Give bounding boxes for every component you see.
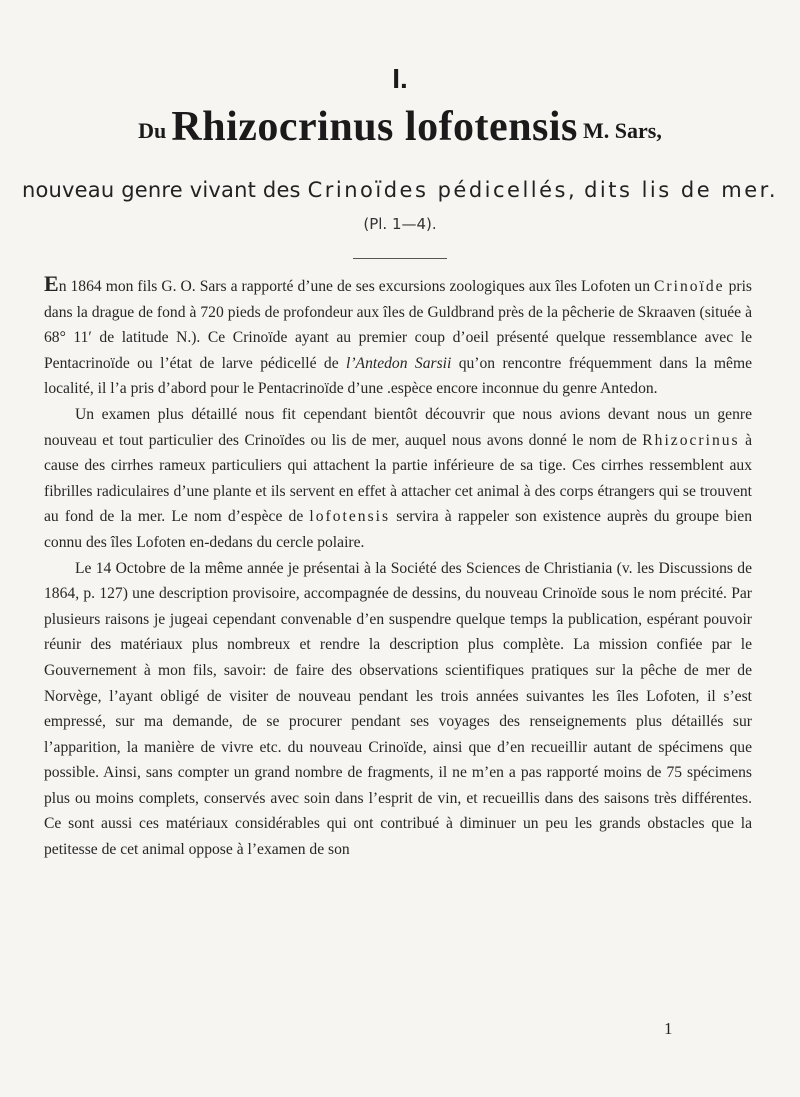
subtitle-part-c: dits lis de mer. — [584, 178, 779, 202]
subtitle-part-a: nouveau genre vivant des — [21, 178, 301, 202]
p1-text-2: pris dans la drague de fond à 720 pieds de profondeur aux îles de Guldbrand près de la pêcherie de Skraaven (située à 68° 11′ de latitude N.). Ce Crinoïde ayant au premier coup d’oeil présenté quelque ressemblance avec le Pentacrinoïde ou l’état de larve pédicellé de — [44, 278, 752, 372]
paragraph-1 — [44, 271, 753, 402]
title-divider — [353, 258, 447, 259]
page-number: 1 — [664, 1019, 673, 1038]
subtitle-part-b: Crinoïdes pédicellés, — [307, 178, 578, 202]
p1-spaced-term: Crinoïde — [654, 278, 725, 295]
paragraph-3 — [44, 556, 752, 863]
p2-text-2: à cause des cirrhes rameux particuliers qui attachent la partie inférieure de sa tige. Ces cirrhes ressemblent aux fibrilles radiculaires d’une plante et ils servent en effet à attacher cet animal à des corps étrangers qui se trouvent au fond de la mer. Le nom d’espèce de — [44, 431, 752, 526]
title-prefix: Du — [138, 118, 167, 143]
p3-text-1: Le 14 Octobre de la même année je présentai à la Société des Sciences de Christiania (v. les Discussions de 1864, p. 127) une description provisoire, accompagnée de dessins, du nouveau Crinoïde sous le nom précité. Par plusieurs raisons je jugeai cependant convenable d’en suspendre quelque temps la publication, espérant pouvoir réunir des matériaux plus nombreux et rendre la description plus complète. La mission confiée par le Gouvernement à mon fils, savoir: de faire des observations scientifiques pratiques sur la pêche de mer de Norvège, l’ayant obligé de visiter de nouveau pendant les trois années suivantes les îles Lofoten, il s’est empressé, sur ma demande, de se procurer pendant ses voyages des renseignements plus détaillés sur l’apparition, la manière de vivre etc. du nouveau Crinoïde, ainsi que d’en recueillir autant de spécimens que possible. Ainsi, sans compter un grand nombre de fragments, il ne m’en a pas rapporté moins de 75 spécimens plus ou moins complets, conservés avec soin dans l’esprit de vin, et recueillis dans des saisons très différentes. Ce sont aussi ces matériaux considérables qui ont contribué à diminuer un peu les grands obstacles que la petitesse de cet animal oppose à l’examen de son — [44, 559, 752, 859]
p1-text-3: qu’on rencontre fréquemment dans la même localité, il l’a pris d’abord pour le Pentacrinoïde d’une .espèce encore inconnue du genre Antedon. — [44, 354, 753, 398]
p2-text-1: Un examen plus détaillé nous fit cependant bientôt découvrir que nous avions devant nous un genre nouveau et tout particulier des Crinoïdes ou lis de mer, auquel nous avons donné le nom de — [44, 405, 752, 449]
part-number: I. — [392, 63, 408, 94]
title-author: M. Sars, — [583, 118, 662, 143]
body-text — [44, 271, 753, 863]
drop-cap: E — [44, 271, 59, 296]
plates-reference: (Pl. 1—4). — [363, 215, 437, 233]
p1-italic-species: l’Antedon Sarsii — [346, 354, 452, 372]
paragraph-2 — [44, 402, 752, 556]
article-subtitle — [0, 178, 800, 202]
p2-text-3: servira à rappeler son existence auprès du groupe bien connu des îles Lofoten en-dedans du cercle polaire. — [44, 508, 752, 551]
p2-genus-name: Rhizocrinus — [642, 431, 740, 449]
p1-text-1: n 1864 mon fils G. O. Sars a rapporté d’une de ses excursions zoologiques aux îles Lofoten un — [58, 278, 655, 295]
title-main: Rhizocrinus lofotensis — [171, 104, 578, 150]
p2-species-name: lofotensis — [309, 508, 391, 526]
article-title — [0, 103, 800, 151]
